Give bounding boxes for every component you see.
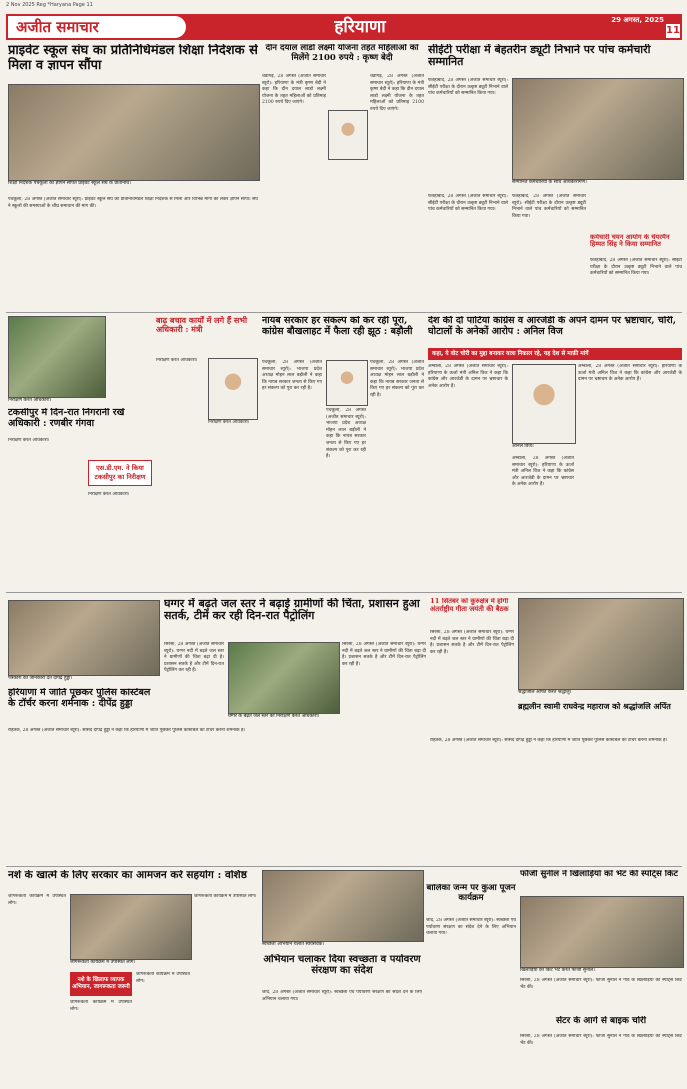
- portrait-photo: [326, 360, 368, 406]
- article-body: जींद, 28 अगस्त (अजीत समाचार ब्यूरो): स्वच्छता एवं पर्यावरण संरक्षण का संदेश देने के लिए अभियान चलाया गया।: [262, 990, 422, 1002]
- article-body: पंचकूला, 28 अगस्त (अजीत समाचार ब्यूरो): प्राइवेट स्कूल संघ का प्रतिनिधिमंडल शिक्षा निदेशक से मिला और विभिन्न मांगों को लेकर ज्ञापन सौंपा। संघ ने स्कूलों की समस्याओं के शीघ्र समाधान की मांग की।: [8, 197, 258, 209]
- photo-caption: स्वच्छता अभियान चलाते स्वयंसेवक।: [262, 942, 325, 947]
- article-body: सिरसा, 28 अगस्त (अजीत समाचार ब्यूरो): घग्गर नदी में बढ़ते जल स्तर ने ग्रामीणों की चिंता बढ़ा दी है। प्रशासन सतर्क है और टीमें दिन-रात पैट्रोलिंग कर रही हैं।: [342, 642, 426, 667]
- section-name: हरियाणा: [334, 17, 386, 37]
- photo-caption: खिलाड़ियों को किट भेंट करते फौजी सुनील।: [520, 968, 596, 973]
- photo-caption: जागरूकता कार्यक्रम में उपस्थित लोग।: [70, 960, 136, 965]
- inspection-photo: [8, 316, 106, 398]
- photo-caption: अनिल विज।: [512, 444, 534, 449]
- portrait-photo: [328, 110, 368, 160]
- article-body: फतेहाबाद, 28 अगस्त (अजीत समाचार ब्यूरो): सीईटी परीक्षा के दौरान उत्कृष्ट ड्यूटी निभाने वाले पांच कर्मचारियों को सम्मानित किया गया।: [512, 194, 586, 219]
- masthead-title: अजीत समाचार: [8, 16, 186, 38]
- article-headline: नशे के खात्मे के लिए सरकार का आमजन करे सहयोग : वशिष्ठ: [8, 870, 247, 881]
- article-body: निरीक्षण करते अधिकारी।: [208, 420, 250, 425]
- cleanliness-photo: [262, 870, 424, 942]
- article-headline: अभियान चलाकर दिया स्वच्छता व पर्यावरण संरक्षण का संदेश: [263, 954, 421, 977]
- article-body: जागरूकता कार्यक्रम में उपस्थित लोग।: [136, 972, 190, 984]
- article-body: रोहतक, 28 अगस्त (अजीत समाचार ब्यूरो): सांसद दीपेंद्र हुड्डा ने कहा कि हरियाणा में जाति पूछकर पुलिस कांस्टेबल को टॉर्चर करना शर्मनाक है।: [8, 728, 246, 733]
- article-body: पंचकूला, 28 अगस्त (अजीत समाचार ब्यूरो): भाजपा प्रदेश अध्यक्ष मोहन लाल बड़ौली ने कहा कि नायब सरकार जनता से किए गए हर संकल्प को पूरा कर रही है।: [370, 360, 424, 398]
- article-body: जागरूकता कार्यक्रम में उपस्थित लोग।: [8, 894, 66, 906]
- article-body: निरीक्षण करते अधिकारी।: [88, 492, 130, 497]
- award-photo: [512, 78, 684, 180]
- photo-caption: निरीक्षण करते अधिकारी।: [8, 398, 52, 403]
- article-body: फतेहाबाद, 28 अगस्त (अजीत समाचार ब्यूरो): सीईटी परीक्षा के दौरान उत्कृष्ट ड्यूटी निभाने वाले पांच कर्मचारियों को सम्मानित किया गया।: [590, 258, 682, 277]
- article-headline: 11 सितंबर को कुरुक्षेत्र में होगी अंतर्राष्ट्रीय गीता जयंती की बैठक: [430, 598, 509, 613]
- article-headline: दीन दयाल लाडो लक्ष्मी योजना तहत महिलाओं को मिलेंगे 2100 रुपये : कृष्ण बेदी: [265, 44, 419, 63]
- sports-photo: [520, 896, 684, 968]
- article-body: सिरसा, 28 अगस्त (अजीत समाचार ब्यूरो): फौजी सुनील ने गांव के खिलाड़ियों को स्पोर्ट्स किट भेंट की।: [520, 1034, 682, 1046]
- divider: [6, 866, 682, 867]
- article-body: निरीक्षण करते अधिकारी।: [156, 358, 198, 363]
- article-body: अम्बाला, 28 अगस्त (अजीत समाचार ब्यूरो): हरियाणा के ऊर्जा मंत्री अनिल विज ने कहा कि कांग्रेस और आरजेडी के दामन पर भ्रष्टाचार के अनेक आरोप हैं।: [428, 364, 508, 389]
- divider: [6, 592, 682, 593]
- awareness-photo: [70, 894, 192, 960]
- tribute-photo: [518, 598, 684, 690]
- article-body: रोहतक, 28 अगस्त (अजीत समाचार ब्यूरो): सांसद दीपेंद्र हुड्डा ने कहा कि हरियाणा में जाति पूछकर पुलिस कांस्टेबल को टॉर्चर करना शर्मनाक है।: [430, 738, 668, 743]
- article-headline: नायब सरकार हर संकल्प को कर रही पूरा, कांग्रेस बौखलाहट में फैला रही झूठ : बड़ौली: [262, 316, 413, 337]
- issue-date: 29 अगस्त, 2025: [611, 16, 664, 24]
- article-headline: फौजी सुनील ने खिलाड़ियों को भेंट की स्पोर्ट्स किट: [520, 870, 678, 879]
- article-headline: बालिका जन्म पर कुआं पूजन कार्यक्रम: [426, 884, 516, 903]
- portrait-photo: [208, 358, 258, 420]
- subhead-bar: कहा, ये वोट चोरी का मुद्दा बनाकर यात्रा निकाल रहे, यह देश से माफ़ी मांगें: [428, 348, 682, 360]
- flood-photo: [228, 642, 340, 714]
- article-body: निरीक्षण करते अधिकारी।: [8, 438, 50, 443]
- print-slug: 2 Nov 2025 Reg *Haryana Page 11: [6, 2, 93, 8]
- article-body: पंचकूला, 28 अगस्त (अजीत समाचार ब्यूरो): भाजपा प्रदेश अध्यक्ष मोहन लाल बड़ौली ने कहा कि नायब सरकार जनता से किए गए हर संकल्प को पूरा कर रही है।: [326, 408, 366, 460]
- article-body: फतेहाबाद, 28 अगस्त (अजीत समाचार ब्यूरो): सीईटी परीक्षा के दौरान उत्कृष्ट ड्यूटी निभाने वाले पांच कर्मचारियों को सम्मानित किया गया।: [428, 194, 508, 213]
- article-body: सिरसा, 28 अगस्त (अजीत समाचार ब्यूरो): घग्गर नदी में बढ़ते जल स्तर ने ग्रामीणों की चिंता बढ़ा दी है। प्रशासन सतर्क है और टीमें दिन-रात पैट्रोलिंग कर रही हैं।: [164, 642, 224, 674]
- article-headline: टकसीपुर में दिन-रात निगरानी रखें अधिकारी : रणबीर गंगवा: [8, 408, 125, 429]
- page-number: 11: [666, 25, 680, 36]
- article-body: चंडीगढ़, 28 अगस्त (अजीत समाचार ब्यूरो): हरियाणा के मंत्री कृष्ण बेदी ने कहा कि दीन दयाल लाडो लक्ष्मी योजना के तहत महिलाओं को प्रतिमाह 2100 रुपये दिए जाएंगे।: [370, 74, 424, 112]
- photo-caption: सम्मानित कर्मचारियों के साथ अधिकारीगण।: [512, 180, 587, 185]
- article-body: सिरसा, 28 अगस्त (अजीत समाचार ब्यूरो): फौजी सुनील ने गांव के खिलाड़ियों को स्पोर्ट्स किट भेंट की।: [520, 978, 682, 990]
- article-body: चंडीगढ़, 28 अगस्त (अजीत समाचार ब्यूरो): हरियाणा के मंत्री कृष्ण बेदी ने कहा कि दीन दयाल लाडो लक्ष्मी योजना के तहत महिलाओं को प्रतिमाह 2100 रुपये दिए जाएंगे।: [262, 74, 326, 106]
- article-headline: घग्गर में बढ़ते जल स्तर ने बढ़ाई ग्रामीणों की चिंता, प्रशासन हुआ सतर्क, टीमें कर रही दिन-रात पैट्रोलिंग: [164, 598, 420, 623]
- photo-caption: पत्रकारों को जानकारी देते दीपेंद्र हुड्डा।: [8, 676, 73, 681]
- article-body: सिरसा, 28 अगस्त (अजीत समाचार ब्यूरो): घग्गर नदी में बढ़ते जल स्तर ने ग्रामीणों की चिंता बढ़ा दी है। प्रशासन सतर्क है और टीमें दिन-रात पैट्रोलिंग कर रही हैं।: [430, 630, 514, 655]
- article-headline: हरियाणा में जाति पूछकर पुलिस कांस्टेबल के टॉर्चर करना शर्मनाक : दीपेंद्र हुड्डा: [8, 688, 151, 709]
- article-headline: बाढ़ बचाव कार्यों में लगे हैं सभी अधिकारी : मंत्री: [156, 316, 248, 334]
- article-body: जींद, 28 अगस्त (अजीत समाचार ब्यूरो): स्वच्छता एवं पर्यावरण संरक्षण का संदेश देने के लिए अभियान चलाया गया।: [426, 918, 516, 937]
- article-headline: प्राइवेट स्कूल संघ का प्रतिनिधिमंडल शिक्षा निदेशक से मिला व ज्ञापन सौंपा: [8, 44, 258, 73]
- photo-caption: घग्गर के बढ़ते जल स्तर का निरीक्षण करते अधिकारी।: [228, 714, 320, 719]
- article-body: अम्बाला, 28 अगस्त (अजीत समाचार ब्यूरो): हरियाणा के ऊर्जा मंत्री अनिल विज ने कहा कि कांग्रेस और आरजेडी के दामन पर भ्रष्टाचार के अनेक आरोप हैं।: [578, 364, 682, 383]
- article-body: जागरूकता कार्यक्रम में उपस्थित लोग।: [70, 1000, 132, 1012]
- press-photo: [8, 600, 160, 676]
- article-body: अम्बाला, 28 अगस्त (अजीत समाचार ब्यूरो): हरियाणा के ऊर्जा मंत्री अनिल विज ने कहा कि कांग्रेस और आरजेडी के दामन पर भ्रष्टाचार के अनेक आरोप हैं।: [512, 456, 574, 488]
- boxed-headline: नशे के खिलाफ व्यापक अभियान, जागरूकता जरूरी: [70, 972, 132, 996]
- article-body: फतेहाबाद, 28 अगस्त (अजीत समाचार ब्यूरो): सीईटी परीक्षा के दौरान उत्कृष्ट ड्यूटी निभाने वाले पांच कर्मचारियों को सम्मानित किया गया।: [428, 78, 508, 97]
- divider: [6, 312, 682, 313]
- boxed-headline: एस.डी.एम. ने किया टकसीपुर का निरीक्षण: [88, 460, 152, 486]
- article-headline: देश की दो पार्टियां कांग्रेस व आरजेडी के अपने दामन पर भ्रष्टाचार, चोरी, घोटालों के अनेकों आरोप : अनिल विज: [428, 316, 677, 337]
- article-headline: सेंटर के आगे से बाइक चोरी: [555, 1016, 647, 1026]
- article-headline: ब्रह्मलीन स्वामी राघवेन्द्र महाराज को श्रद्धांजलि अर्पित: [518, 702, 671, 711]
- article-headline: सीईटी परीक्षा में बेहतरीन ड्यूटी निभाने पर पांच कर्मचारी सम्मानित: [428, 44, 651, 69]
- article-body: पंचकूला, 28 अगस्त (अजीत समाचार ब्यूरो): भाजपा प्रदेश अध्यक्ष मोहन लाल बड़ौली ने कहा कि नायब सरकार जनता से किए गए हर संकल्प को पूरा कर रही है।: [262, 360, 322, 392]
- article-headline: कर्मचारी चयन आयोग के चेयरमैन हिम्मत सिंह ने किया सम्मानित: [590, 234, 670, 249]
- photo-caption: शिक्षा निदेशक पंचकूला को ज्ञापन सौंपते प्राइवेट स्कूल संघ के प्रतिनिधि।: [8, 181, 131, 186]
- group-photo: [8, 84, 260, 181]
- article-body: जागरूकता कार्यक्रम में उपस्थित लोग।: [194, 894, 257, 899]
- photo-caption: श्रद्धांजलि अर्पित करते श्रद्धालु।: [518, 690, 572, 695]
- portrait-photo: [512, 364, 576, 444]
